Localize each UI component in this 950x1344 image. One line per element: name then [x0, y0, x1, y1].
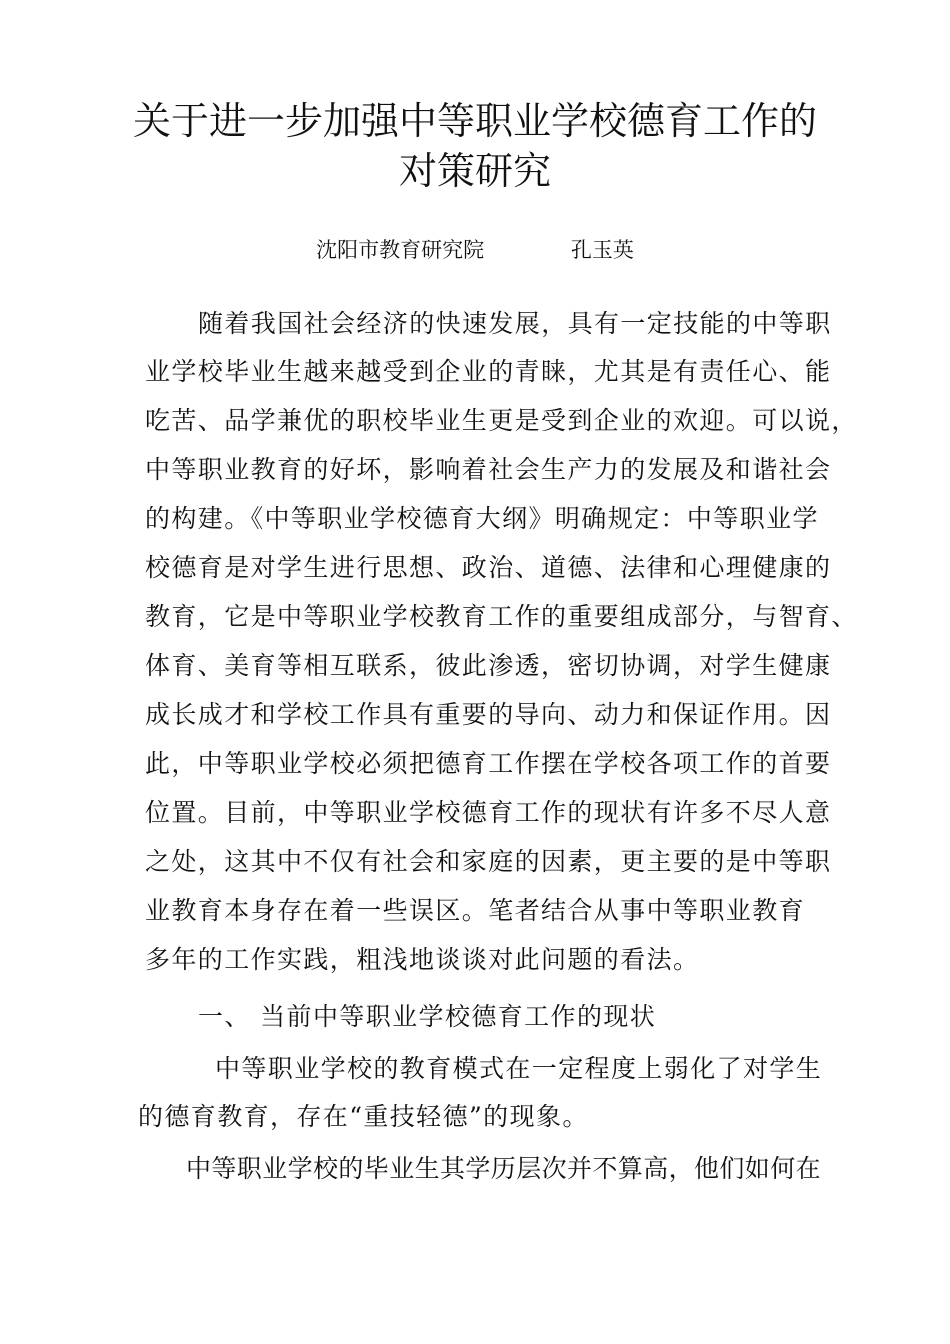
paragraph-line: 之处，这其中不仅有社会和家庭的因素，更主要的是中等职	[145, 847, 832, 876]
title-line-1: 关于进一步加强中等职业学校德育工作的	[132, 99, 817, 143]
paragraph-line: 中等职业学校的毕业生其学历层次并不算高，他们如何在	[186, 1154, 822, 1183]
author: 孔玉英	[570, 238, 634, 262]
title-line-2: 对策研究	[398, 149, 551, 193]
paragraph-line: 校德育是对学生进行思想、政治、道德、法律和心理健康的	[145, 553, 832, 582]
paragraph-line: 的构建。《中等职业学校德育大纲》明确规定：中等职业学	[145, 504, 819, 533]
section-heading: 一、 当前中等职业学校德育工作的现状	[198, 1002, 657, 1031]
paragraph-line: 业学校毕业生越来越受到企业的青睐，尤其是有责任心、能	[145, 357, 832, 386]
paragraph-line: 成长成才和学校工作具有重要的导向、动力和保证作用。因	[145, 700, 832, 729]
paragraph-line: 吃苦、品学兼优的职校毕业生更是受到企业的欢迎。可以说，	[145, 406, 858, 435]
byline	[0, 236, 950, 264]
paragraph-line: 业教育本身存在着一些误区。笔者结合从事中等职业教育	[145, 896, 806, 925]
paragraph-line: 中等职业学校的教育模式在一定程度上弱化了对学生	[215, 1054, 823, 1083]
paragraph-line: 体育、美育等相互联系，彼此渗透，密切协调，对学生健康	[145, 651, 832, 680]
paragraph-line: 此，中等职业学校必须把德育工作摆在学校各项工作的首要	[145, 749, 832, 778]
paragraph-line: 的德育教育，存在“重技轻德”的现象。	[138, 1102, 589, 1131]
paragraph-line: 中等职业教育的好坏，影响着社会生产力的发展及和谐社会	[145, 455, 832, 484]
paragraph-line: 位置。目前，中等职业学校德育工作的现状有许多不尽人意	[145, 798, 832, 827]
paragraph-line: 教育，它是中等职业学校教育工作的重要组成部分，与智育、	[145, 602, 858, 631]
paragraph-line: 多年的工作实践，粗浅地谈谈对此问题的看法。	[145, 945, 700, 974]
paragraph-line: 随着我国社会经济的快速发展，具有一定技能的中等职	[198, 309, 832, 338]
institution: 沈阳市教育研究院	[316, 238, 485, 262]
